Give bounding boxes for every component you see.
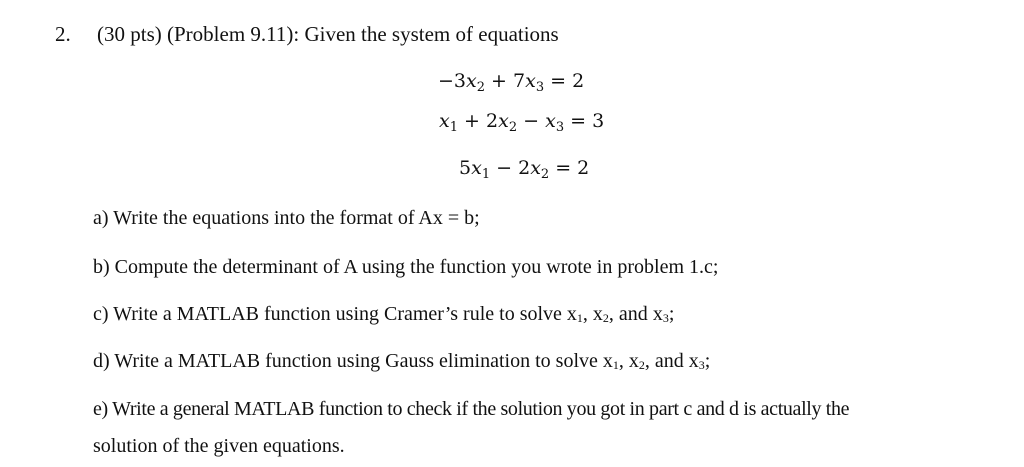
- problem-number: 2.: [55, 22, 71, 46]
- equation-1: $-3x_2 + 7x_3 = 2$: [438, 70, 585, 95]
- equation-2: $x_1 + 2x_2 - x_3 = 3$: [439, 110, 605, 135]
- part-b: b) Compute the determinant of A using the function you wrote in problem 1.c;: [93, 256, 719, 278]
- part-a: a) Write the equations into the format of Ax = b;: [93, 207, 480, 229]
- problem-header: [55, 22, 559, 47]
- equation-3: $5x_1 - 2x_2 = 2$: [459, 157, 590, 182]
- part-c: c) Write a MATLAB function using Cramer’s rule to solve $x_1$, $x_2$, and $x_3$;: [93, 303, 675, 325]
- part-e-line-2: solution of the given equations.: [93, 435, 345, 457]
- part-d: d) Write a MATLAB function using Gauss elimination to solve $x_1$, $x_2$, and $x_3$;: [93, 350, 711, 372]
- part-e-line-1: e) Write a general MATLAB function to check if the solution you got in part c and d is actually the: [93, 398, 850, 420]
- problem-title: (30 pts) (Problem 9.11): Given the system of equations: [97, 22, 559, 46]
